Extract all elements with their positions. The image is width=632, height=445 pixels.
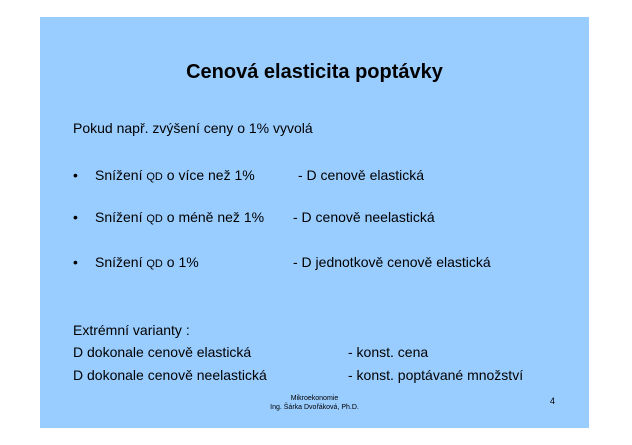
slide-title: Cenová elasticita poptávky bbox=[186, 61, 443, 83]
bullet-condition: Snížení QD o více než 1% bbox=[95, 167, 255, 183]
slide bbox=[40, 17, 589, 428]
extreme-right: - konst. cena bbox=[348, 344, 429, 360]
bullet-condition: Snížení QD o méně než 1% bbox=[95, 209, 265, 225]
page-number: 4 bbox=[550, 396, 556, 406]
bullet-result: - D cenově elastická bbox=[298, 167, 425, 183]
intro-text: Pokud např. zvýšení ceny o 1% vyvolá bbox=[73, 120, 313, 136]
extreme-variants-heading: Extrémní varianty : bbox=[73, 322, 190, 338]
qd-symbol: QD bbox=[146, 213, 163, 225]
extreme-left: D dokonale cenově elastická bbox=[73, 344, 252, 360]
extreme-row-elastic bbox=[73, 344, 429, 361]
bullet-dot: • bbox=[73, 254, 78, 270]
extreme-right: - konst. poptávané množství bbox=[348, 367, 524, 383]
bullet-dot: • bbox=[73, 167, 78, 183]
bullet-dot: • bbox=[73, 209, 78, 225]
footer-course: Mikroekonomie bbox=[290, 395, 339, 402]
qd-symbol: QD bbox=[146, 171, 163, 183]
slide-footer bbox=[40, 394, 589, 412]
bullet-condition: Snížení QD o 1% bbox=[95, 254, 199, 270]
footer-author: Ing. Šárka Dvořáková, Ph.D. bbox=[270, 404, 359, 411]
extreme-row-inelastic bbox=[73, 367, 524, 384]
qd-symbol: QD bbox=[146, 258, 163, 270]
bullet-result: - D cenově neelastická bbox=[293, 209, 435, 225]
bullet-result: - D jednotkově cenově elastická bbox=[293, 254, 491, 270]
extreme-left: D dokonale cenově neelastická bbox=[73, 367, 267, 383]
